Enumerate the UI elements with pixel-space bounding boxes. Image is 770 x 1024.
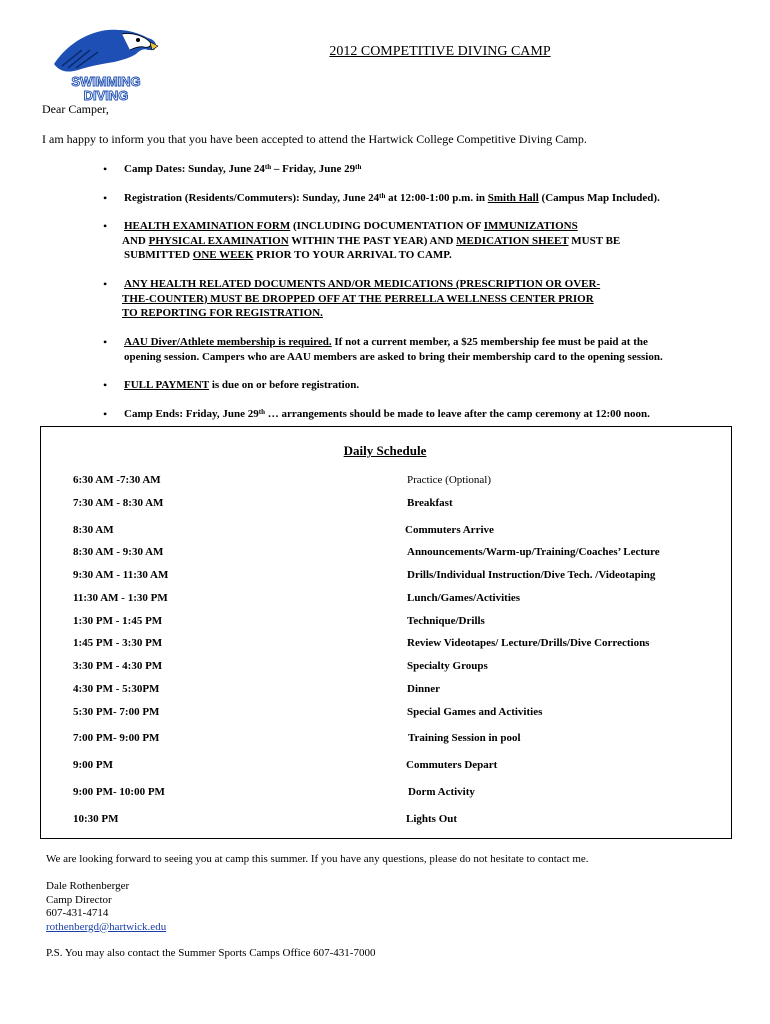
bullet-icon: • <box>103 378 108 392</box>
schedule-row: 8:30 AM - 9:30 AM Announcements/Warm-up/Training/Coaches’ Lecture <box>73 546 660 558</box>
bullet-icon: • <box>103 407 108 421</box>
bullet-health-documents: ANY HEALTH RELATED DOCUMENTS AND/OR MEDICATIONS (PRESCRIPTION OR OVER- THE-COUNTER) MUST BE DROPPED OFF AT THE PERRELLA WELLNESS CENTER PRIOR TO REPORTING FOR REGISTRATION. <box>122 278 601 319</box>
hawk-logo <box>52 20 160 104</box>
greeting: Dear Camper, <box>42 102 109 116</box>
bullet-aau-membership: AAU Diver/Athlete membership is required. If not a current member, a $25 membership fee must be paid at the opening session. Campers who are AAU members are asked to bring their membership card to the opening session. <box>124 336 663 363</box>
schedule-row: 11:30 AM - 1:30 PM Lunch/Games/Activities <box>73 592 521 604</box>
bullet-health-form: HEALTH EXAMINATION FORM (INCLUDING DOCUMENTATION OF IMMUNIZATIONS AND PHYSICAL EXAMINATION WITHIN THE PAST YEAR) AND MEDICATION SHEET MUST BE SUBMITTED ONE WEEK PRIOR TO YOUR ARRIVAL TO CAMP. <box>122 220 621 261</box>
bullet-full-payment: FULL PAYMENT is due on or before registration. <box>124 379 360 391</box>
bullet-icon: • <box>103 335 108 349</box>
schedule-row: 3:30 PM - 4:30 PM Specialty Groups <box>73 660 488 672</box>
schedule-row: 9:00 PM Commuters Depart <box>73 759 498 771</box>
logo-text-swimming: SWIMMING <box>71 74 141 89</box>
signature-block <box>46 880 166 934</box>
schedule-row: 7:30 AM - 8:30 AM Breakfast <box>73 497 453 509</box>
bullet-camp-dates: Camp Dates: Sunday, June 24th – Friday, June 29th <box>124 163 362 175</box>
bullet-icon: • <box>103 277 108 291</box>
schedule-row: 10:30 PM Lights Out <box>73 813 458 825</box>
signature-role: Camp Director <box>46 893 112 906</box>
signature-phone: 607-431-4714 <box>46 907 109 919</box>
schedule-row: 1:45 PM - 3:30 PM Review Videotapes/ Lecture/Drills/Dive Corrections <box>73 637 650 649</box>
bullet-icon: • <box>103 162 108 176</box>
bullet-registration: Registration (Residents/Commuters): Sunday, June 24th at 12:00-1:00 p.m. in Smith Hall (Campus Map Included). <box>124 192 660 204</box>
closing-paragraph: We are looking forward to seeing you at camp this summer. If you have any questions, please do not hesitate to contact me. <box>46 853 589 865</box>
schedule-row: 9:00 PM- 10:00 PM Dorm Activity <box>73 786 475 798</box>
email-link[interactable]: rothenbergd@hartwick.edu <box>46 920 167 933</box>
schedule-row: 4:30 PM - 5:30PM Dinner <box>73 683 440 695</box>
bullet-icon: • <box>103 219 108 233</box>
schedule-row: 9:30 AM - 11:30 AM Drills/Individual Instruction/Dive Tech. /Videotaping <box>73 569 656 581</box>
schedule-row: 1:30 PM - 1:45 PM Technique/Drills <box>73 615 485 627</box>
page-title: 2012 COMPETITIVE DIVING CAMP <box>329 44 551 59</box>
postscript: P.S. You may also contact the Summer Sports Camps Office 607-431-7000 <box>46 947 376 959</box>
bullet-camp-ends: Camp Ends: Friday, June 29th … arrangements should be made to leave after the camp ceremony at 12:00 noon. <box>124 408 650 420</box>
schedule-row: 7:00 PM- 9:00 PM Training Session in pool <box>73 732 521 744</box>
schedule-row: 6:30 AM -7:30 AM Practice (Optional) <box>73 474 491 486</box>
logo-text-diving: DIVING <box>83 88 129 103</box>
schedule-title: Daily Schedule <box>343 443 427 458</box>
schedule-row: 8:30 AM Commuters Arrive <box>73 524 494 536</box>
signature-name: Dale Rothenberger <box>46 880 130 892</box>
schedule-row: 5:30 PM- 7:00 PM Special Games and Activities <box>73 706 543 718</box>
intro-paragraph: I am happy to inform you that you have been accepted to attend the Hartwick College Competitive Diving Camp. <box>42 132 587 146</box>
bullet-icon: • <box>103 191 108 205</box>
